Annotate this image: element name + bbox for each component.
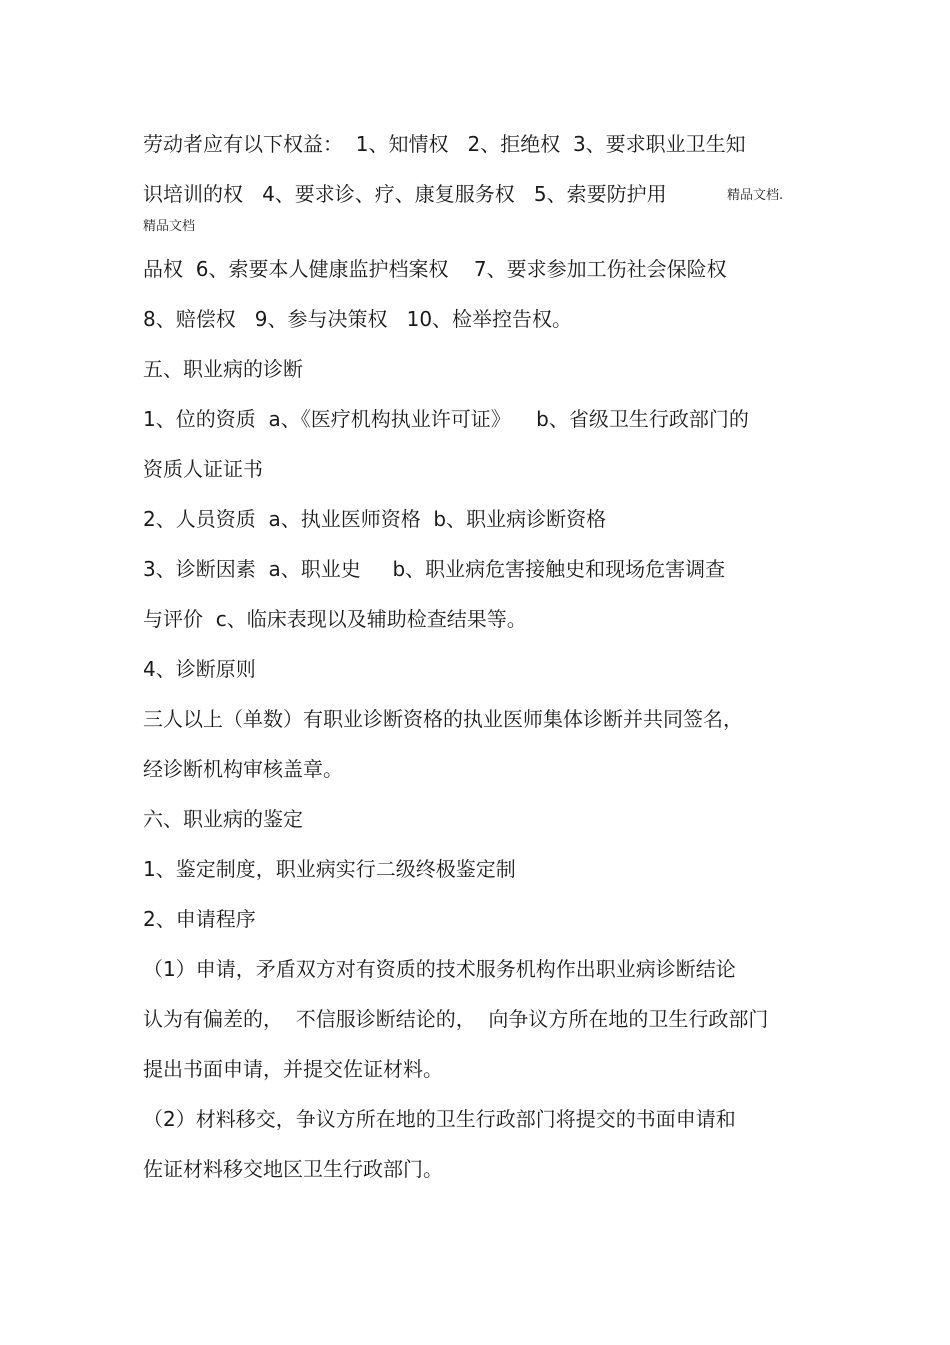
text-line: 品权 6、索要本人健康监护档案权 7、要求参加工伤社会保险权	[143, 257, 727, 281]
section-heading: 五、职业病的诊断	[143, 357, 303, 381]
text-line: 与评价 c、临床表现以及辅助检查结果等。	[143, 607, 527, 631]
text-line: 三人以上（单数）有职业诊断资格的执业医师集体诊断并共同签名，	[143, 707, 743, 731]
text-line: 1、鉴定制度，职业病实行二级终极鉴定制	[143, 857, 516, 881]
text-line: 资质人证证书	[143, 457, 263, 481]
text-line: 认为有偏差的， 不信服诊断结论的， 向争议方所在地的卫生行政部门	[143, 1007, 769, 1031]
text-line: 劳动者应有以下权益： 1、知情权 2、拒绝权 3、要求职业卫生知	[143, 132, 746, 156]
watermark-line: 精品文档	[143, 219, 196, 234]
text-line: 8、赔偿权 9、参与决策权 10、检举控告权。	[143, 307, 573, 331]
text-line: （1）申请，矛盾双方对有资质的技术服务机构作出职业病诊断结论	[143, 957, 736, 981]
text-line: 4、诊断原则	[143, 657, 256, 681]
text-line: （2）材料移交，争议方所在地的卫生行政部门将提交的书面申请和	[143, 1107, 736, 1131]
text-line: 经诊断机构审核盖章。	[143, 757, 343, 781]
text-line: 3、诊断因素 a、职业史 b、职业病危害接触史和现场危害调查	[143, 557, 726, 581]
text-line: 2、申请程序	[143, 907, 256, 931]
text-line: 识培训的权 4、要求诊、疗、康复服务权 5、索要防护用	[143, 182, 667, 206]
text-line: 提出书面申请，并提交佐证材料。	[143, 1057, 443, 1081]
section-heading: 六、职业病的鉴定	[143, 807, 303, 831]
text-line: 2、人员资质 a、执业医师资格 b、职业病诊断资格	[143, 507, 607, 531]
text-line: 佐证材料移交地区卫生行政部门。	[143, 1157, 443, 1181]
text-line: 1、位的资质 a、《医疗机构执业许可证》 b、省级卫生行政部门的	[143, 407, 749, 431]
watermark-inline: 精品文档.	[727, 188, 784, 203]
